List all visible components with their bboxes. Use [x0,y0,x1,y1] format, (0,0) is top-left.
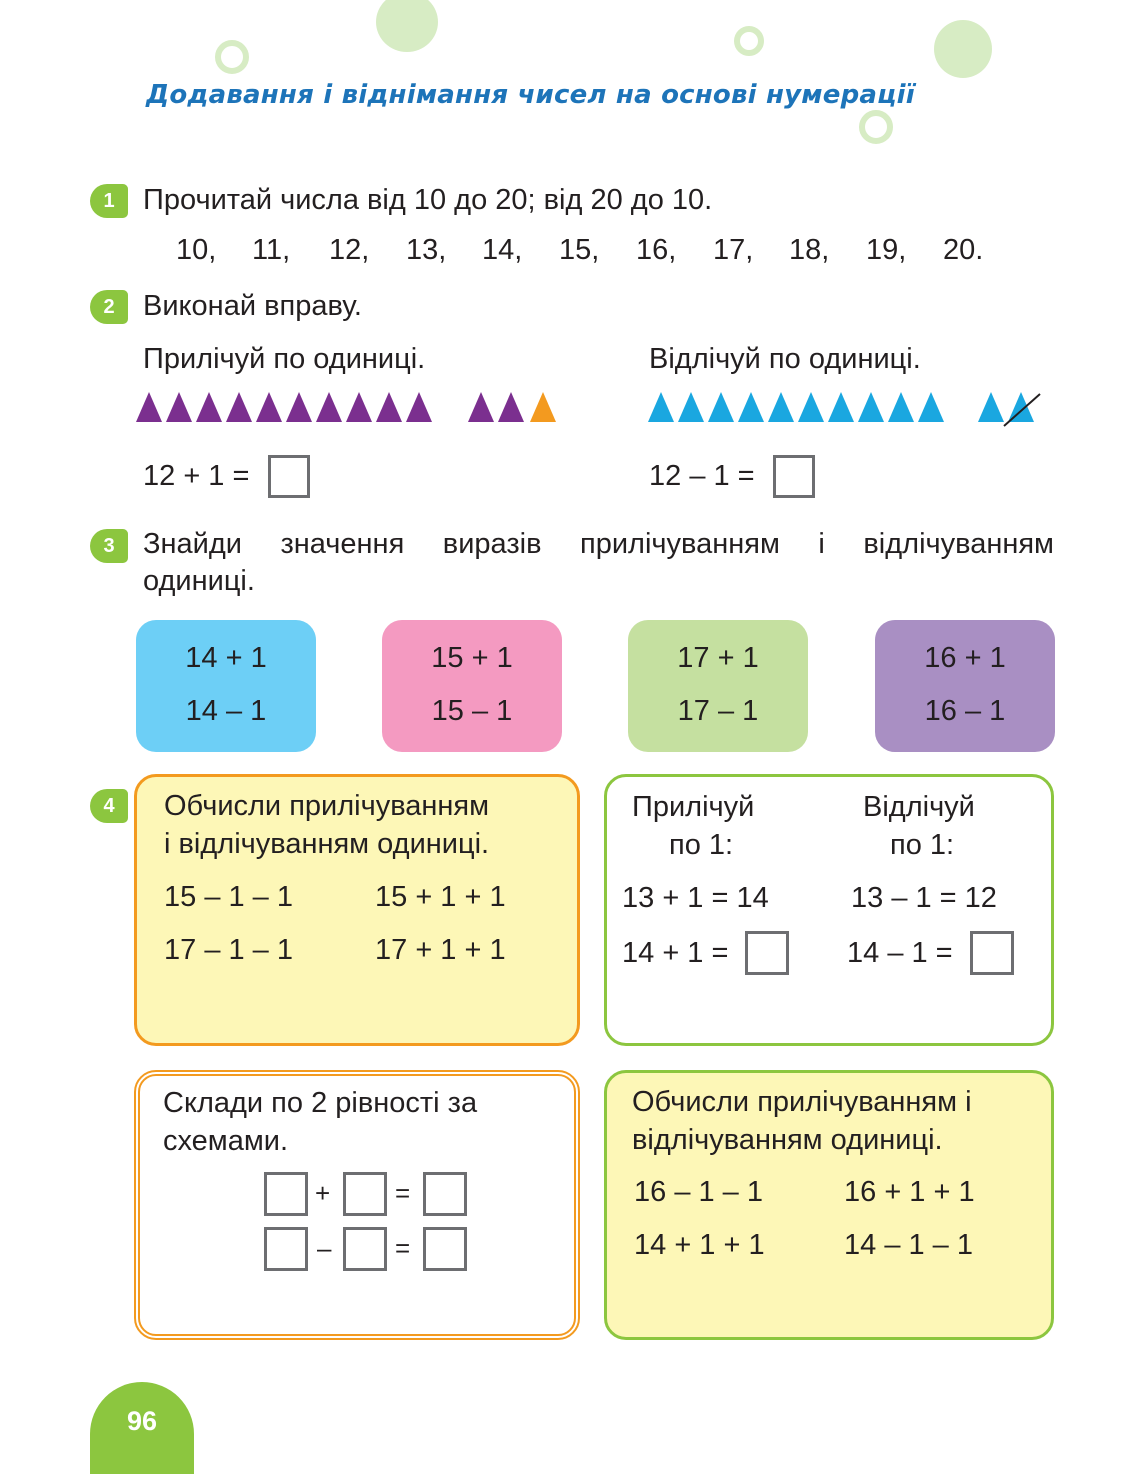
answer-box[interactable] [268,455,310,498]
purple-triangle [376,392,402,422]
card-expression-bottom: 16 – 1 [924,695,1006,727]
purple-triangle [196,392,222,422]
word: відлічуванням [863,528,1054,560]
schema-box[interactable] [343,1172,387,1216]
schema-box[interactable] [264,1172,308,1216]
sequence-number: 17, [713,234,754,266]
answer-box[interactable] [773,455,815,498]
triangles-count-up [136,392,566,424]
equals-sign: = [395,1233,411,1263]
sequence-number: 18, [789,234,830,266]
task-panel-b [604,774,1054,1046]
card-expression-top: 16 + 1 [924,642,1006,674]
blue-triangle [918,392,944,422]
example-equation: 13 + 1 = 14 [622,882,769,914]
exercise-number-4: 4 [90,789,128,823]
page-number: 96 [126,1406,158,1436]
blue-triangle [978,392,1004,422]
task-panel-a [134,774,580,1046]
expression-card [136,620,316,752]
blue-triangle [678,392,704,422]
sequence-number: 20. [943,234,984,266]
panel-a-text-line2: і відлічуванням одиниці. [164,828,490,860]
decor-circle [934,20,992,78]
exercise-number-2: 2 [90,290,128,324]
minus-sign: – [317,1233,332,1263]
expression: 14 – 1 – 1 [844,1229,973,1261]
page-title: Додавання і віднімання чисел на основі нумерації [146,80,915,110]
task-expression: 14 + 1 = [622,937,729,969]
card-expression-top: 17 + 1 [677,642,759,674]
count-up-heading: Прилічуй [632,791,755,823]
exercise-1-instruction: Прочитай числа від 10 до 20; від 20 до 10. [143,184,713,216]
strike-through-mark [1002,392,1042,428]
word: значення [280,528,405,560]
answer-box[interactable] [745,931,789,975]
card-expression-bottom: 17 – 1 [677,695,759,727]
expression: 17 + 1 + 1 [375,934,506,966]
blue-triangle [888,392,914,422]
schema-box[interactable] [343,1227,387,1271]
panel-d-text-line1: Обчисли прилічуванням і [632,1086,972,1118]
sequence-number: 11, [252,234,291,266]
sequence-number: 15, [559,234,600,266]
purple-triangle [286,392,312,422]
decor-ring [859,110,893,144]
exercise-2-instruction: Виконай вправу. [143,290,362,322]
word: виразів [442,528,542,560]
sequence-number: 16, [636,234,677,266]
decor-circle [376,0,438,52]
sequence-number: 19, [866,234,907,266]
exercise-number-1: 1 [90,184,128,218]
card-expression-top: 14 + 1 [185,642,267,674]
blue-triangle [738,392,764,422]
expression-card [382,620,562,752]
equals-sign: = [395,1178,411,1208]
exercise-number-3: 3 [90,529,128,563]
expression: 16 + 1 + 1 [844,1176,975,1208]
count-up-caption: Прилічуй по одиниці. [143,343,426,375]
triangles-count-down [648,392,1048,424]
blue-triangle [708,392,734,422]
blue-triangle [798,392,824,422]
schema-box[interactable] [423,1227,467,1271]
count-down-expression: 12 – 1 = [649,460,755,492]
word: Знайди [143,528,242,560]
task-expression: 14 – 1 = [847,937,953,969]
word: і [818,528,825,560]
purple-triangle [468,392,494,422]
purple-triangle [256,392,282,422]
purple-triangle [316,392,342,422]
sequence-number: 12, [329,234,370,266]
expression: 17 – 1 – 1 [164,934,293,966]
sequence-number: 10, [176,234,217,266]
count-down-caption: Відлічуй по одиниці. [649,343,921,375]
expression: 15 + 1 + 1 [375,881,506,913]
expression: 16 – 1 – 1 [634,1176,763,1208]
schema-box[interactable] [423,1172,467,1216]
expression-card [875,620,1055,752]
card-expression-bottom: 15 – 1 [431,695,513,727]
word: прилічуванням [580,528,780,560]
answer-box[interactable] [970,931,1014,975]
expression: 14 + 1 + 1 [634,1229,765,1261]
expression: 15 – 1 – 1 [164,881,293,913]
sequence-number: 13, [406,234,447,266]
blue-triangle [648,392,674,422]
panel-c-text-line1: Склади по 2 рівності за [163,1087,478,1119]
count-down-heading: Відлічуй [863,791,975,823]
page-number-tab [90,1382,194,1474]
exercise-3-instruction-line1 [143,526,1054,562]
count-down-heading-2: по 1: [890,829,955,861]
decor-ring [734,26,764,56]
orange-triangle [530,392,556,422]
panel-c-text-line2: схемами. [163,1125,289,1157]
example-equation: 13 – 1 = 12 [851,882,997,914]
count-up-heading-2: по 1: [669,829,734,861]
schema-box[interactable] [264,1227,308,1271]
purple-triangle [166,392,192,422]
exercise-3-instruction-line2: одиниці. [143,565,255,597]
expression-card [628,620,808,752]
task-panel-d [604,1070,1054,1340]
card-expression-bottom: 14 – 1 [185,695,267,727]
panel-a-text-line1: Обчисли прилічуванням [164,790,490,822]
blue-triangle [768,392,794,422]
plus-sign: + [315,1178,331,1208]
purple-triangle [346,392,372,422]
purple-triangle [406,392,432,422]
decor-ring [215,40,249,74]
sequence-number: 14, [482,234,523,266]
purple-triangle [498,392,524,422]
panel-d-text-line2: відлічуванням одиниці. [632,1124,943,1156]
card-expression-top: 15 + 1 [431,642,513,674]
blue-triangle [828,392,854,422]
count-up-expression: 12 + 1 = [143,460,250,492]
purple-triangle [136,392,162,422]
purple-triangle [226,392,252,422]
blue-triangle [858,392,884,422]
